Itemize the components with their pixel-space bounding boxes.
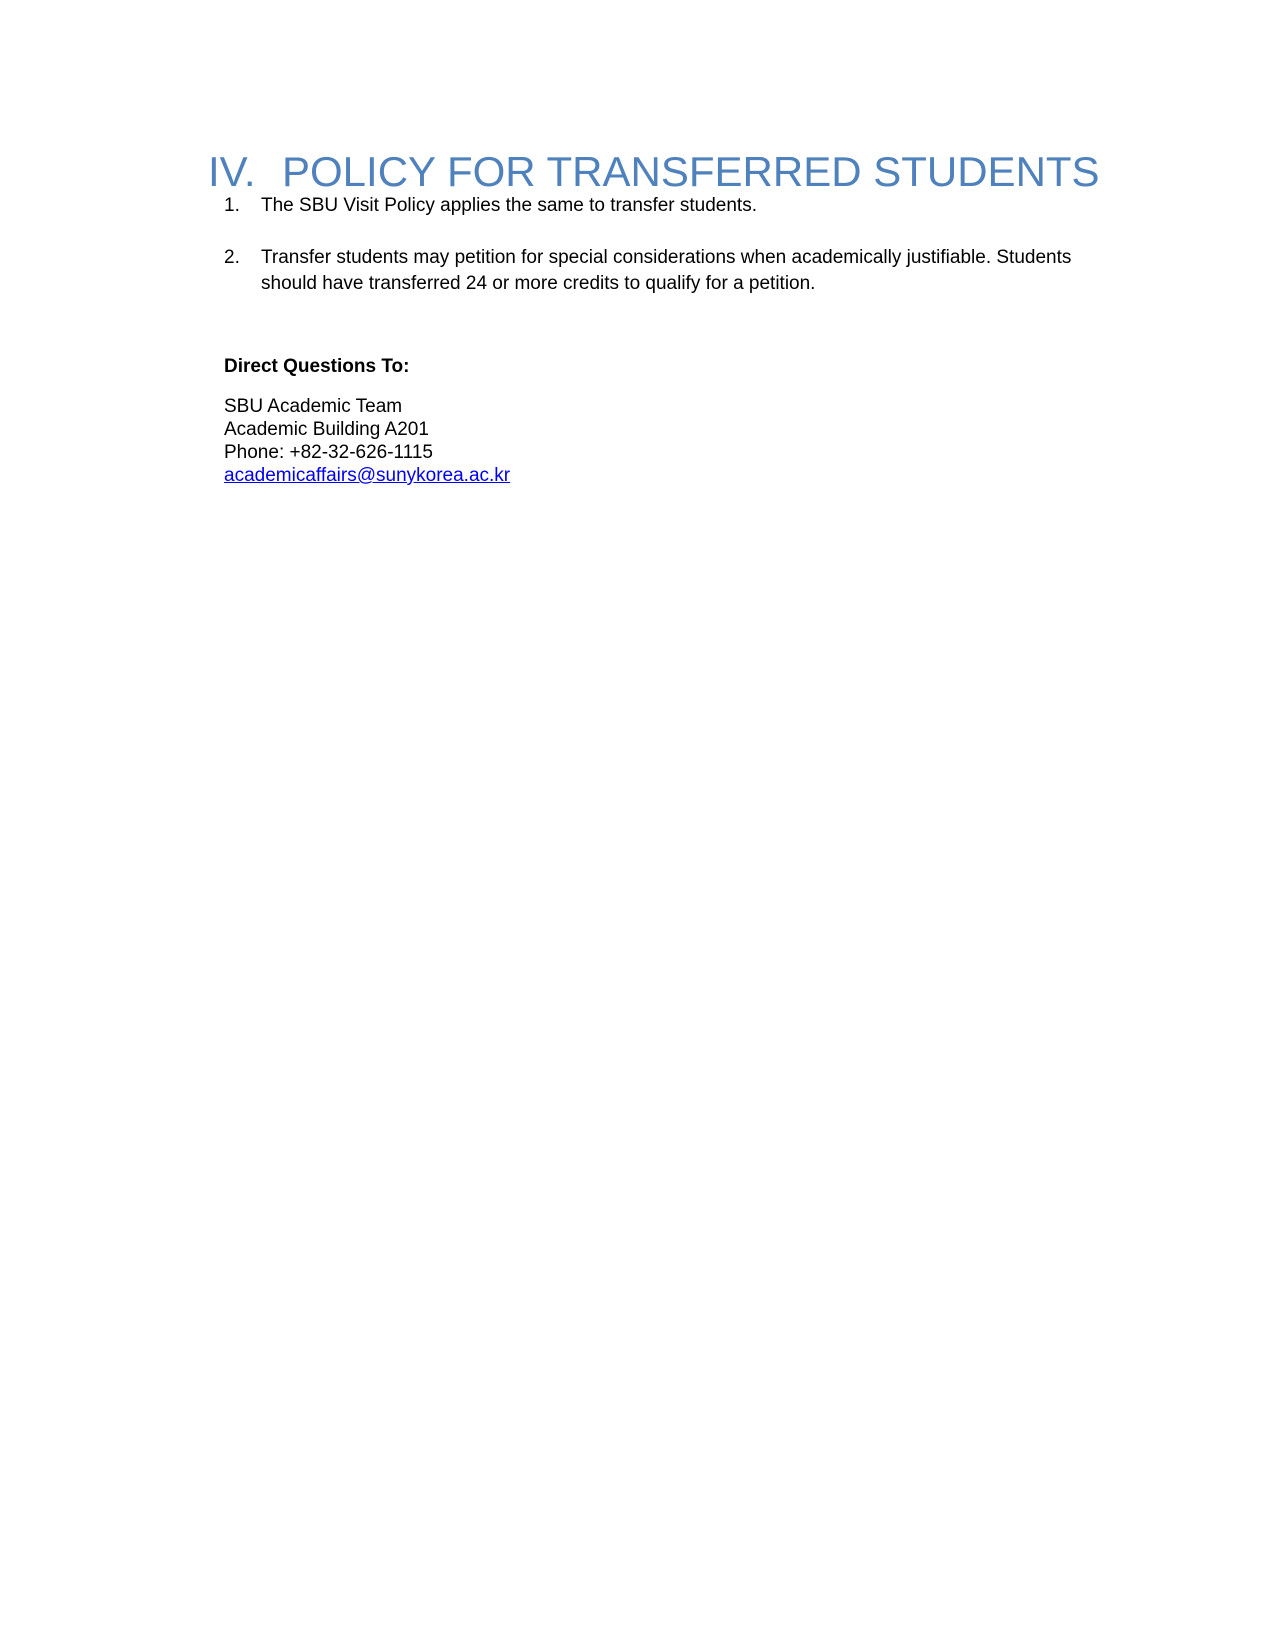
- contact-phone: Phone: +82-32-626-1115: [224, 442, 433, 463]
- policy-item: [224, 193, 1124, 219]
- section-heading: [208, 144, 1100, 200]
- policy-item-text: The SBU Visit Policy applies the same to transfer students.: [261, 195, 757, 216]
- policy-item-text: Transfer students may petition for special considerations when academically justifiable. Students should have transferred 24 or more credits to qualify for a petition.: [261, 247, 1072, 294]
- contact-heading: Direct Questions To:: [224, 356, 410, 377]
- policy-list: [224, 193, 1124, 297]
- policy-item-number: 1.: [224, 195, 240, 216]
- contact-location: Academic Building A201: [224, 419, 429, 440]
- policy-item: [224, 245, 1124, 297]
- section-numeral: IV.: [208, 148, 256, 195]
- contact-team: SBU Academic Team: [224, 396, 403, 417]
- policy-item-number: 2.: [224, 247, 240, 268]
- section-title: POLICY FOR TRANSFERRED STUDENTS: [282, 148, 1100, 195]
- contact-email-link[interactable]: academicaffairs@sunykorea.ac.kr: [224, 465, 511, 486]
- contact-block: [224, 355, 510, 487]
